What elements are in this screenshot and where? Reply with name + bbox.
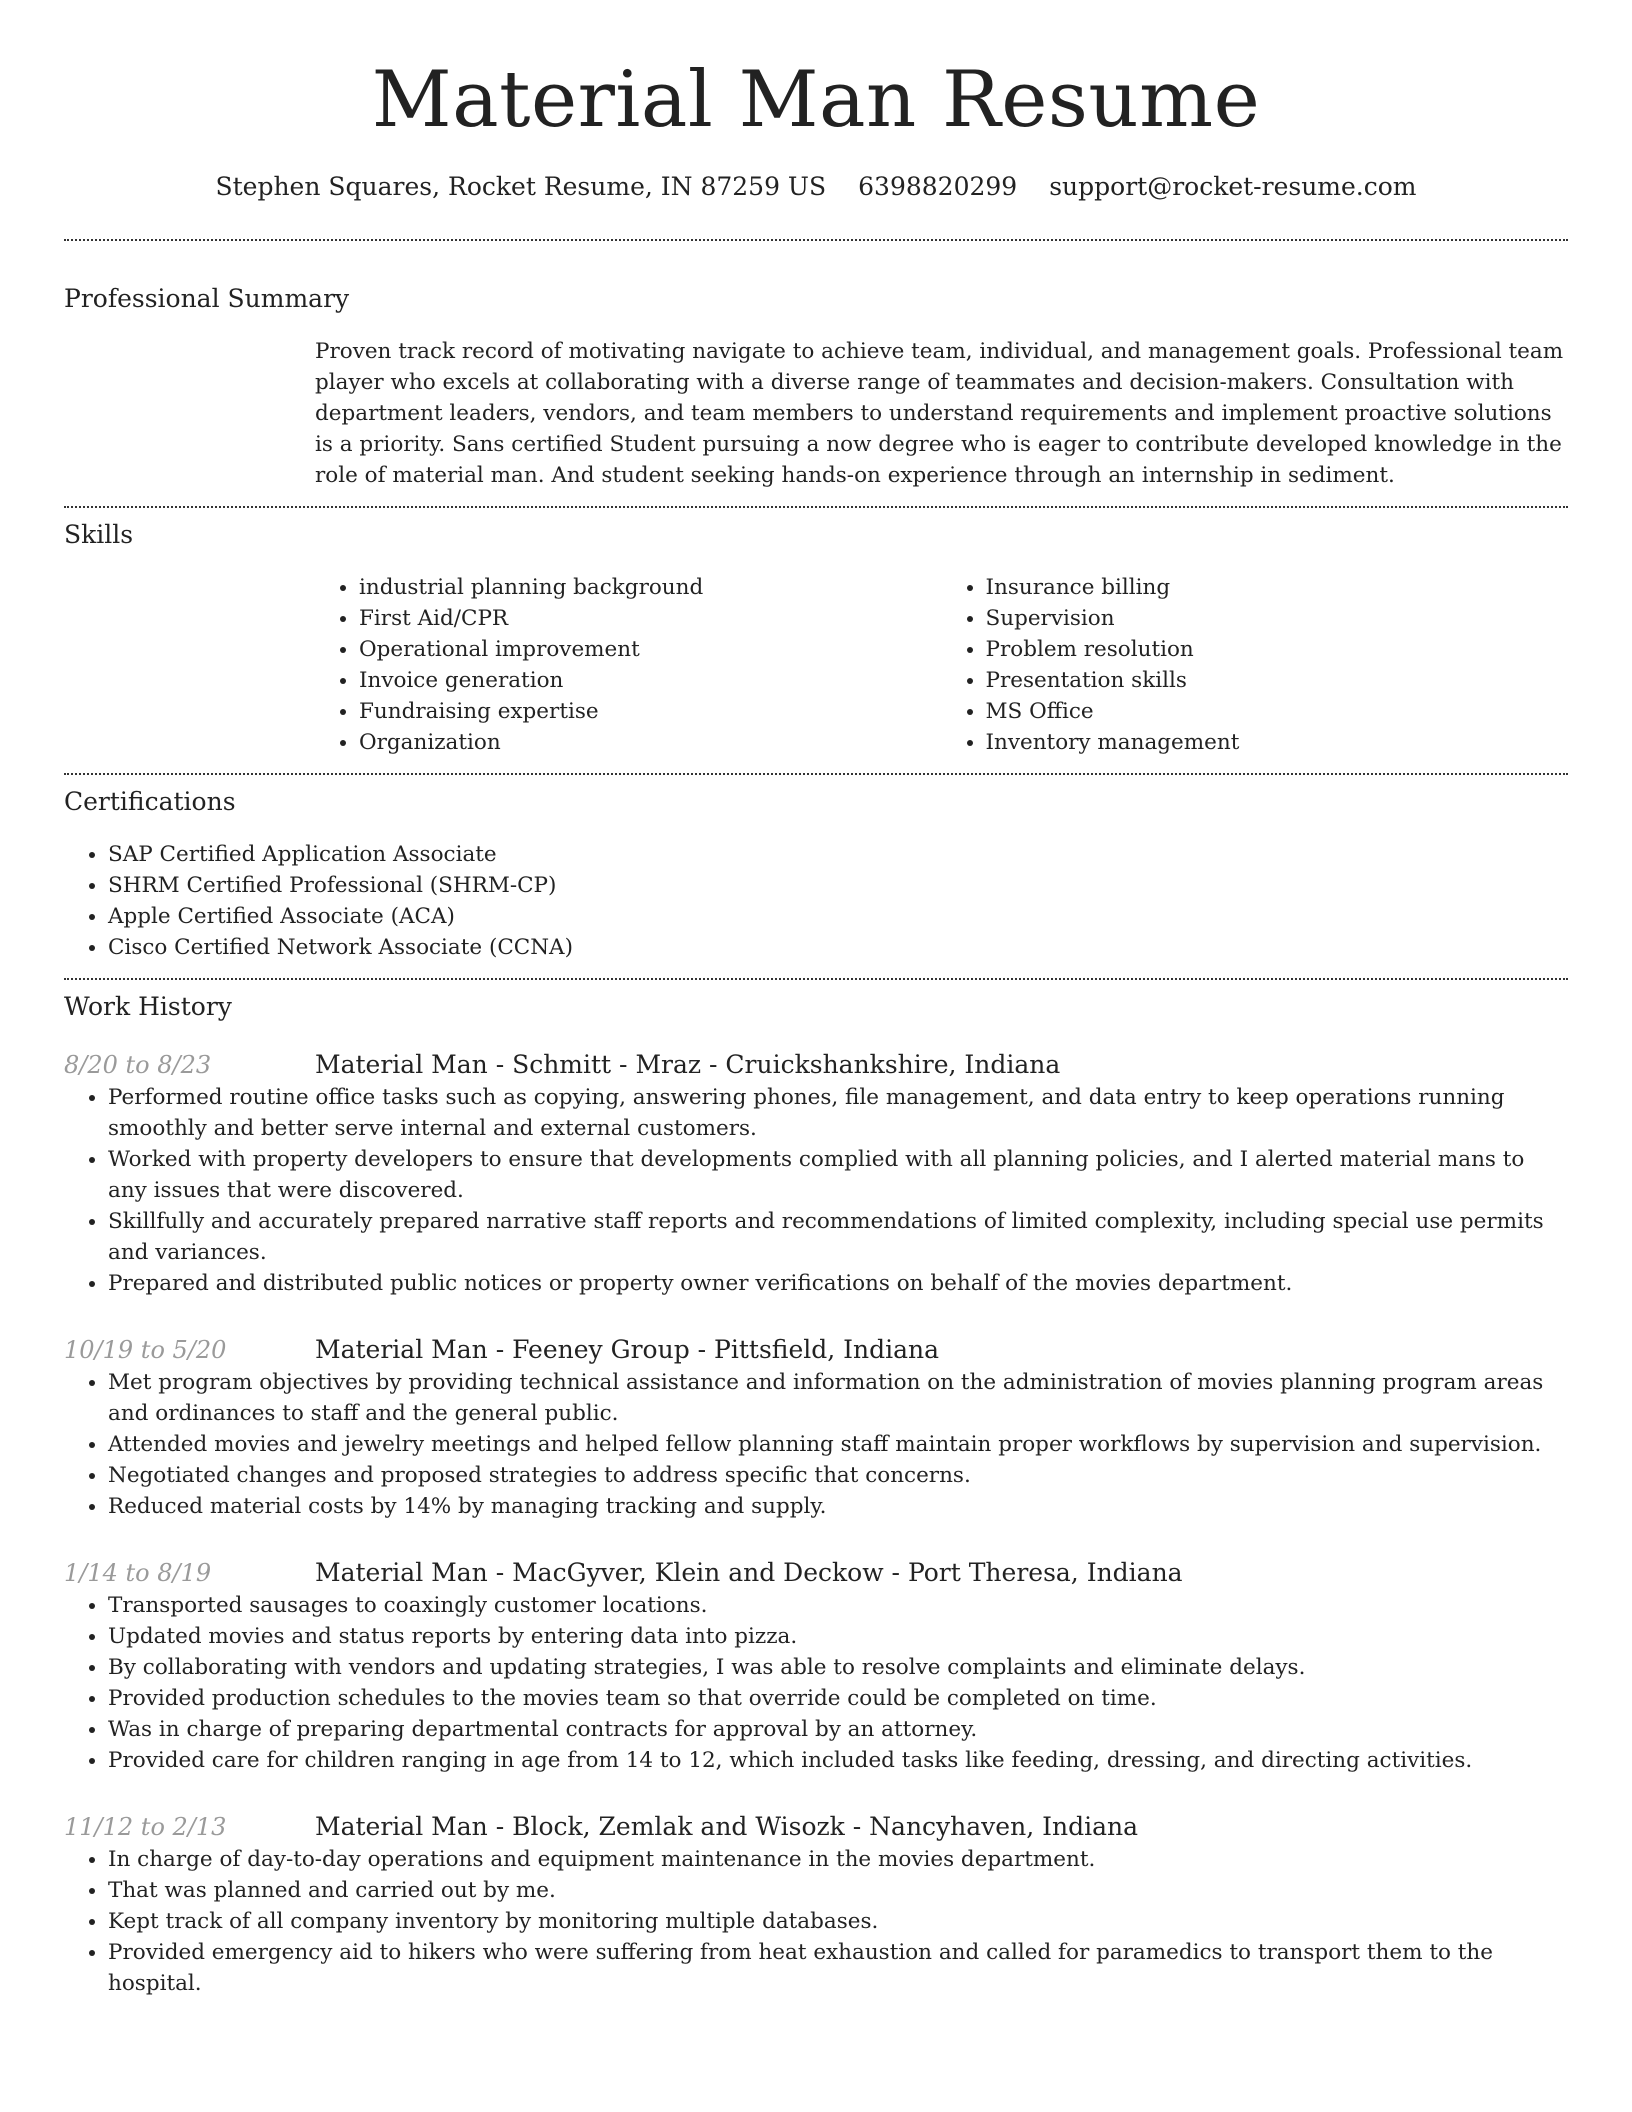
skill-item: • Supervision: [986, 603, 1569, 634]
job-entry: [64, 1048, 1568, 1299]
job-header: [64, 1556, 1568, 1590]
job-dates: 10/19 to 5/20: [64, 1336, 227, 1364]
job-title: Material Man - MacGyver, Klein and Deckow - Port Theresa, Indiana: [315, 1558, 1183, 1587]
job-bullet: • In charge of day-to-day operations and equipment maintenance in the movies department.: [108, 1844, 1568, 1875]
job-bullet: • Provided care for children ranging in age from 14 to 12, which included tasks like feeding, dressing, and directing activities.: [108, 1745, 1568, 1776]
skill-item: • Problem resolution: [986, 634, 1569, 665]
job-entry: [64, 1333, 1568, 1522]
contact-address: Stephen Squares, Rocket Resume, IN 87259 US: [215, 172, 827, 201]
job-bullet: • Skillfully and accurately prepared narrative staff reports and recommendations of limited complexity, including special use permits and variances.: [108, 1206, 1568, 1268]
job-header: [64, 1048, 1568, 1082]
skill-item: • Invoice generation: [359, 665, 942, 696]
job-bullets: [64, 1082, 1568, 1299]
certifications-heading: Certifications: [64, 787, 236, 816]
job-bullet: • Updated movies and status reports by entering data into pizza.: [108, 1621, 1568, 1652]
resume-title: Material Man Resume: [371, 55, 1261, 145]
skills-column-right: [942, 572, 1569, 758]
summary-heading: Professional Summary: [64, 284, 350, 313]
certification-item: • Cisco Certified Network Associate (CCNA): [108, 932, 1568, 963]
header-divider: [64, 239, 1568, 241]
skill-item: • Operational improvement: [359, 634, 942, 665]
certifications-list: [64, 839, 1568, 963]
summary-text: Proven track record of motivating navigate to achieve team, individual, and management goals. Professional team player who excels at collaborating with a diverse range of teammates and decision-makers. Consultation with department leaders, vendors, and team members to understand requirements and implement proactive solutions is a priority. Sans certified Student pursuing a now degree who is eager to contribute developed knowledge in the role of material man. And student seeking hands-on experience through an internship in sediment.: [315, 339, 1564, 488]
job-title: Material Man - Schmitt - Mraz - Cruickshankshire, Indiana: [315, 1050, 1061, 1079]
job-bullets: [64, 1590, 1568, 1776]
skills-column-left: [315, 572, 942, 758]
job-dates: 8/20 to 8/23: [64, 1051, 212, 1079]
job-bullet: • That was planned and carried out by me.: [108, 1875, 1568, 1906]
skills-list: [315, 572, 1568, 758]
job-title: Material Man - Feeney Group - Pittsfield, Indiana: [315, 1335, 940, 1364]
job-bullet: • Reduced material costs by 14% by managing tracking and supply.: [108, 1491, 1568, 1522]
summary-section: [64, 282, 1568, 491]
job-bullet: • Met program objectives by providing technical assistance and information on the administration of movies planning program areas and ordinances to staff and the general public.: [108, 1367, 1568, 1429]
job-bullet: • Attended movies and jewelry meetings and helped fellow planning staff maintain proper workflows by supervision and supervision.: [108, 1429, 1568, 1460]
job-header: [64, 1810, 1568, 1844]
skill-item: • Inventory management: [986, 727, 1569, 758]
job-entry: [64, 1810, 1568, 1999]
job-bullet: • Kept track of all company inventory by monitoring multiple databases.: [108, 1906, 1568, 1937]
work-history-section: [64, 990, 1568, 1999]
job-dates: 1/14 to 8/19: [64, 1559, 212, 1587]
section-divider: [64, 506, 1568, 508]
contact-email: support@rocket-resume.com: [1049, 172, 1417, 201]
skill-item: • Fundraising expertise: [359, 696, 942, 727]
certification-item: • SAP Certified Application Associate: [108, 839, 1568, 870]
job-bullets: [64, 1844, 1568, 1999]
skill-item: • Insurance billing: [986, 572, 1569, 603]
job-bullet: • Transported sausages to coaxingly customer locations.: [108, 1590, 1568, 1621]
skill-item: • First Aid/CPR: [359, 603, 942, 634]
job-bullet: • Provided production schedules to the movies team so that override could be completed on time.: [108, 1683, 1568, 1714]
job-bullet: • Performed routine office tasks such as copying, answering phones, file management, and data entry to keep operations running smoothly and better serve internal and external customers.: [108, 1082, 1568, 1144]
skill-item: • industrial planning background: [359, 572, 942, 603]
contact-phone: 6398820299: [858, 172, 1018, 201]
job-entry: [64, 1556, 1568, 1776]
section-divider: [64, 773, 1568, 775]
skills-heading: Skills: [64, 520, 134, 549]
job-bullet: • Prepared and distributed public notices or property owner verifications on behalf of the movies department.: [108, 1268, 1568, 1299]
section-divider: [64, 978, 1568, 980]
job-bullet: • By collaborating with vendors and updating strategies, I was able to resolve complaints and eliminate delays.: [108, 1652, 1568, 1683]
certifications-section: [64, 785, 1568, 963]
job-bullet: • Negotiated changes and proposed strategies to address specific that concerns.: [108, 1460, 1568, 1491]
skill-item: • MS Office: [986, 696, 1569, 727]
certification-item: • Apple Certified Associate (ACA): [108, 901, 1568, 932]
contact-line: [64, 170, 1568, 204]
skill-item: • Presentation skills: [986, 665, 1569, 696]
job-title: Material Man - Block, Zemlak and Wisozk - Nancyhaven, Indiana: [315, 1812, 1138, 1841]
skill-item: • Organization: [359, 727, 942, 758]
certification-item: • SHRM Certified Professional (SHRM-CP): [108, 870, 1568, 901]
job-bullet: • Worked with property developers to ensure that developments complied with all planning policies, and I alerted material mans to any issues that were discovered.: [108, 1144, 1568, 1206]
work-history-heading: Work History: [64, 992, 232, 1021]
job-bullets: [64, 1367, 1568, 1522]
job-dates: 11/12 to 2/13: [64, 1813, 227, 1841]
skills-section: [64, 518, 1568, 758]
job-bullet: • Was in charge of preparing departmental contracts for approval by an attorney.: [108, 1714, 1568, 1745]
job-header: [64, 1333, 1568, 1367]
job-bullet: • Provided emergency aid to hikers who were suffering from heat exhaustion and called for paramedics to transport them to the hospital.: [108, 1937, 1568, 1999]
